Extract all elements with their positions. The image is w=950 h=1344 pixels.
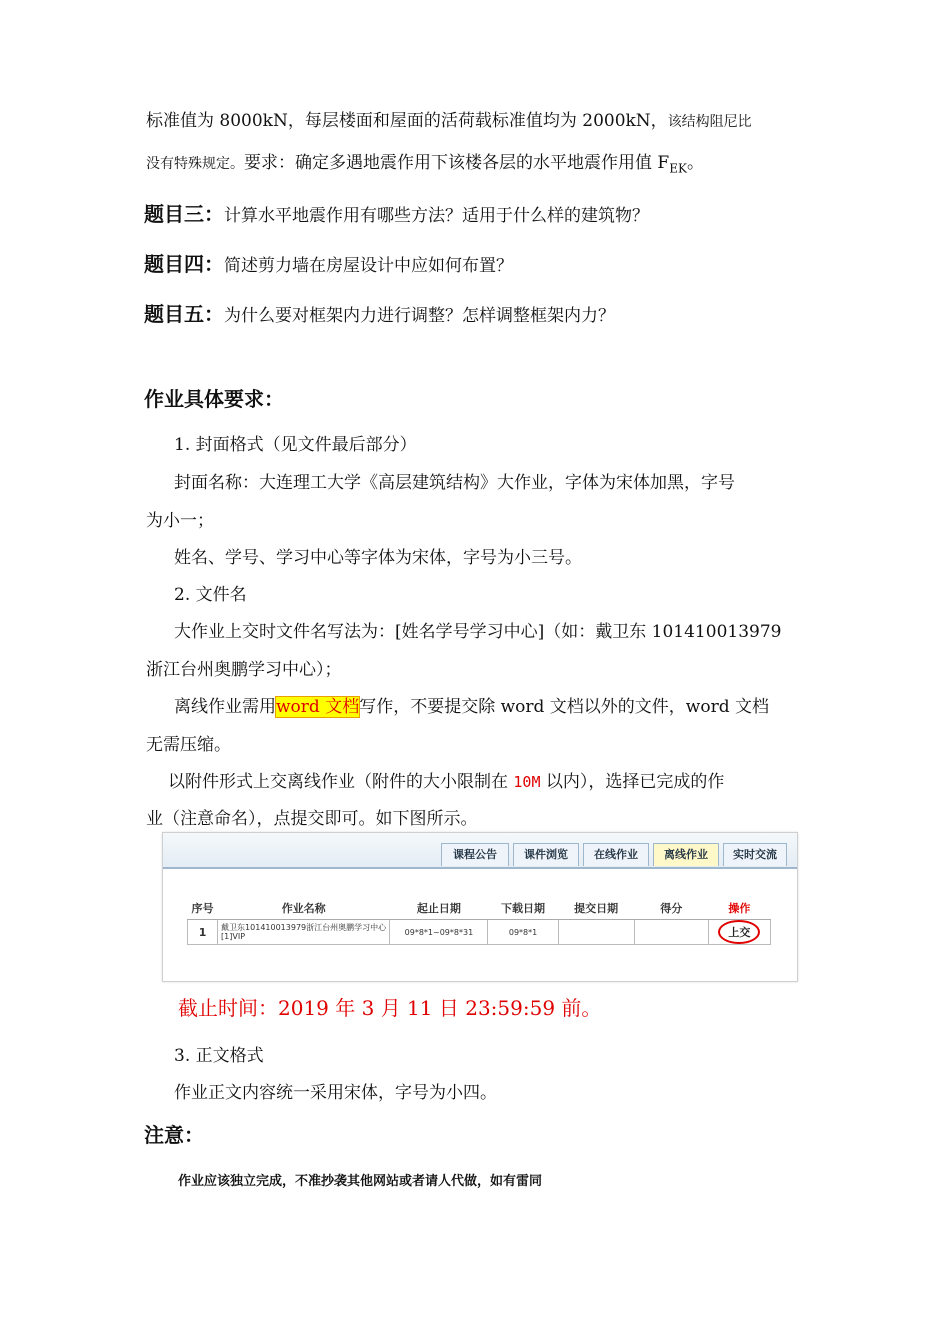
intro-line-2-end: 。 xyxy=(686,153,704,173)
requirements-heading: 作业具体要求： xyxy=(144,387,284,411)
row-name[interactable]: 戴卫东101410013979浙江台州奥鹏学习中心[1]VIP xyxy=(218,920,390,945)
filename-line-1: 大作业上交时文件名写法为：[姓名学号学习中心]（如：戴卫东 101410013979 xyxy=(174,622,782,642)
col-index: 序号 xyxy=(188,897,218,920)
col-download: 下载日期 xyxy=(488,897,558,920)
col-submit: 提交日期 xyxy=(558,897,634,920)
attach-line-1-tail: 以内），选择已完成的作 xyxy=(545,772,725,792)
col-dates: 起止日期 xyxy=(390,897,488,920)
question-3 xyxy=(144,198,649,227)
col-score: 得分 xyxy=(634,897,708,920)
intro-line-2-text: 要求：确定多遇地震作用下该楼各层的水平地震作用值 F xyxy=(244,153,670,173)
attach-line-1 xyxy=(168,767,724,792)
tab-bar xyxy=(163,833,797,869)
question-3-text: 计算水平地震作用有哪些方法？适用于什么样的建筑物？ xyxy=(224,206,649,226)
cover-info: 姓名、学号、学习中心等字体为宋体，字号为小三号。 xyxy=(174,548,582,568)
word-line-1 xyxy=(174,692,769,717)
tab-courseware[interactable]: 课件浏览 xyxy=(513,843,579,866)
body-format: 作业正文内容统一采用宋体，字号为小四。 xyxy=(174,1083,497,1103)
attach-line-2: 业（注意命名），点提交即可。如下图所示。 xyxy=(146,809,478,829)
intro-line-1 xyxy=(146,106,752,131)
word-line-2: 无需压缩。 xyxy=(146,735,231,755)
row-index: 1 xyxy=(188,920,218,945)
question-4 xyxy=(144,248,513,277)
item-2: 2. 文件名 xyxy=(174,585,247,605)
attach-size: 10M xyxy=(513,773,541,791)
row-download: 09*8*1 xyxy=(488,920,558,945)
item-1: 1. 封面格式（见文件最后部分） xyxy=(174,435,417,455)
question-3-label: 题目三： xyxy=(144,202,224,226)
notice-heading: 注意： xyxy=(144,1123,204,1147)
tab-offline-homework[interactable]: 离线作业 xyxy=(653,843,719,866)
word-highlight: word 文档 xyxy=(276,697,360,717)
col-action: 操作 xyxy=(708,897,770,920)
cover-name-line-1: 封面名称：大连理工大学《高层建筑结构》大作业，字体为宋体加黑，字号 xyxy=(174,473,735,493)
intro-line-2-head: 没有特殊规定。 xyxy=(146,156,244,172)
tab-live-chat[interactable]: 实时交流 xyxy=(723,843,787,866)
tab-online-homework[interactable]: 在线作业 xyxy=(583,843,649,866)
homework-table xyxy=(187,897,771,945)
submit-button[interactable]: 上交 xyxy=(718,920,760,944)
item-3: 3. 正文格式 xyxy=(174,1046,264,1066)
row-dates: 09*8*1~09*8*31 xyxy=(390,920,488,945)
question-5 xyxy=(144,298,615,327)
word-line-1-head: 离线作业需用 xyxy=(174,697,276,717)
deadline: 截止时间：2019 年 3 月 11 日 23:59:59 前。 xyxy=(178,996,602,1020)
col-name: 作业名称 xyxy=(218,897,390,920)
notice-text: 作业应该独立完成，不准抄袭其他网站或者请人代做，如有雷同 xyxy=(178,1174,543,1189)
question-4-label: 题目四： xyxy=(144,252,224,276)
row-action-cell xyxy=(708,920,770,945)
table-row xyxy=(188,920,771,945)
intro-line-2 xyxy=(146,148,704,175)
question-4-text: 简述剪力墙在房屋设计中应如何布置？ xyxy=(224,256,513,276)
tab-course-notice[interactable]: 课程公告 xyxy=(441,843,509,866)
filename-line-2: 浙江台州奥鹏学习中心）； xyxy=(146,660,342,680)
question-5-text: 为什么要对框架内力进行调整？怎样调整框架内力？ xyxy=(224,306,615,326)
row-score xyxy=(634,920,708,945)
cover-name-line-2: 为小一； xyxy=(146,511,214,531)
table-header-row xyxy=(188,897,771,920)
attach-line-1-head: 以附件形式上交离线作业（附件的大小限制在 xyxy=(168,772,508,792)
word-line-1-tail: 写作，不要提交除 word 文档以外的文件，word 文档 xyxy=(359,697,770,717)
question-5-label: 题目五： xyxy=(144,302,224,326)
intro-line-1-text: 标准值为 8000kN，每层楼面和屋面的活荷载标准值均为 2000kN， xyxy=(146,111,668,131)
intro-subscript: EK xyxy=(669,161,687,176)
row-submit xyxy=(558,920,634,945)
intro-line-1-tail: 该结构阻尼比 xyxy=(667,114,752,130)
embedded-screenshot xyxy=(162,832,798,982)
